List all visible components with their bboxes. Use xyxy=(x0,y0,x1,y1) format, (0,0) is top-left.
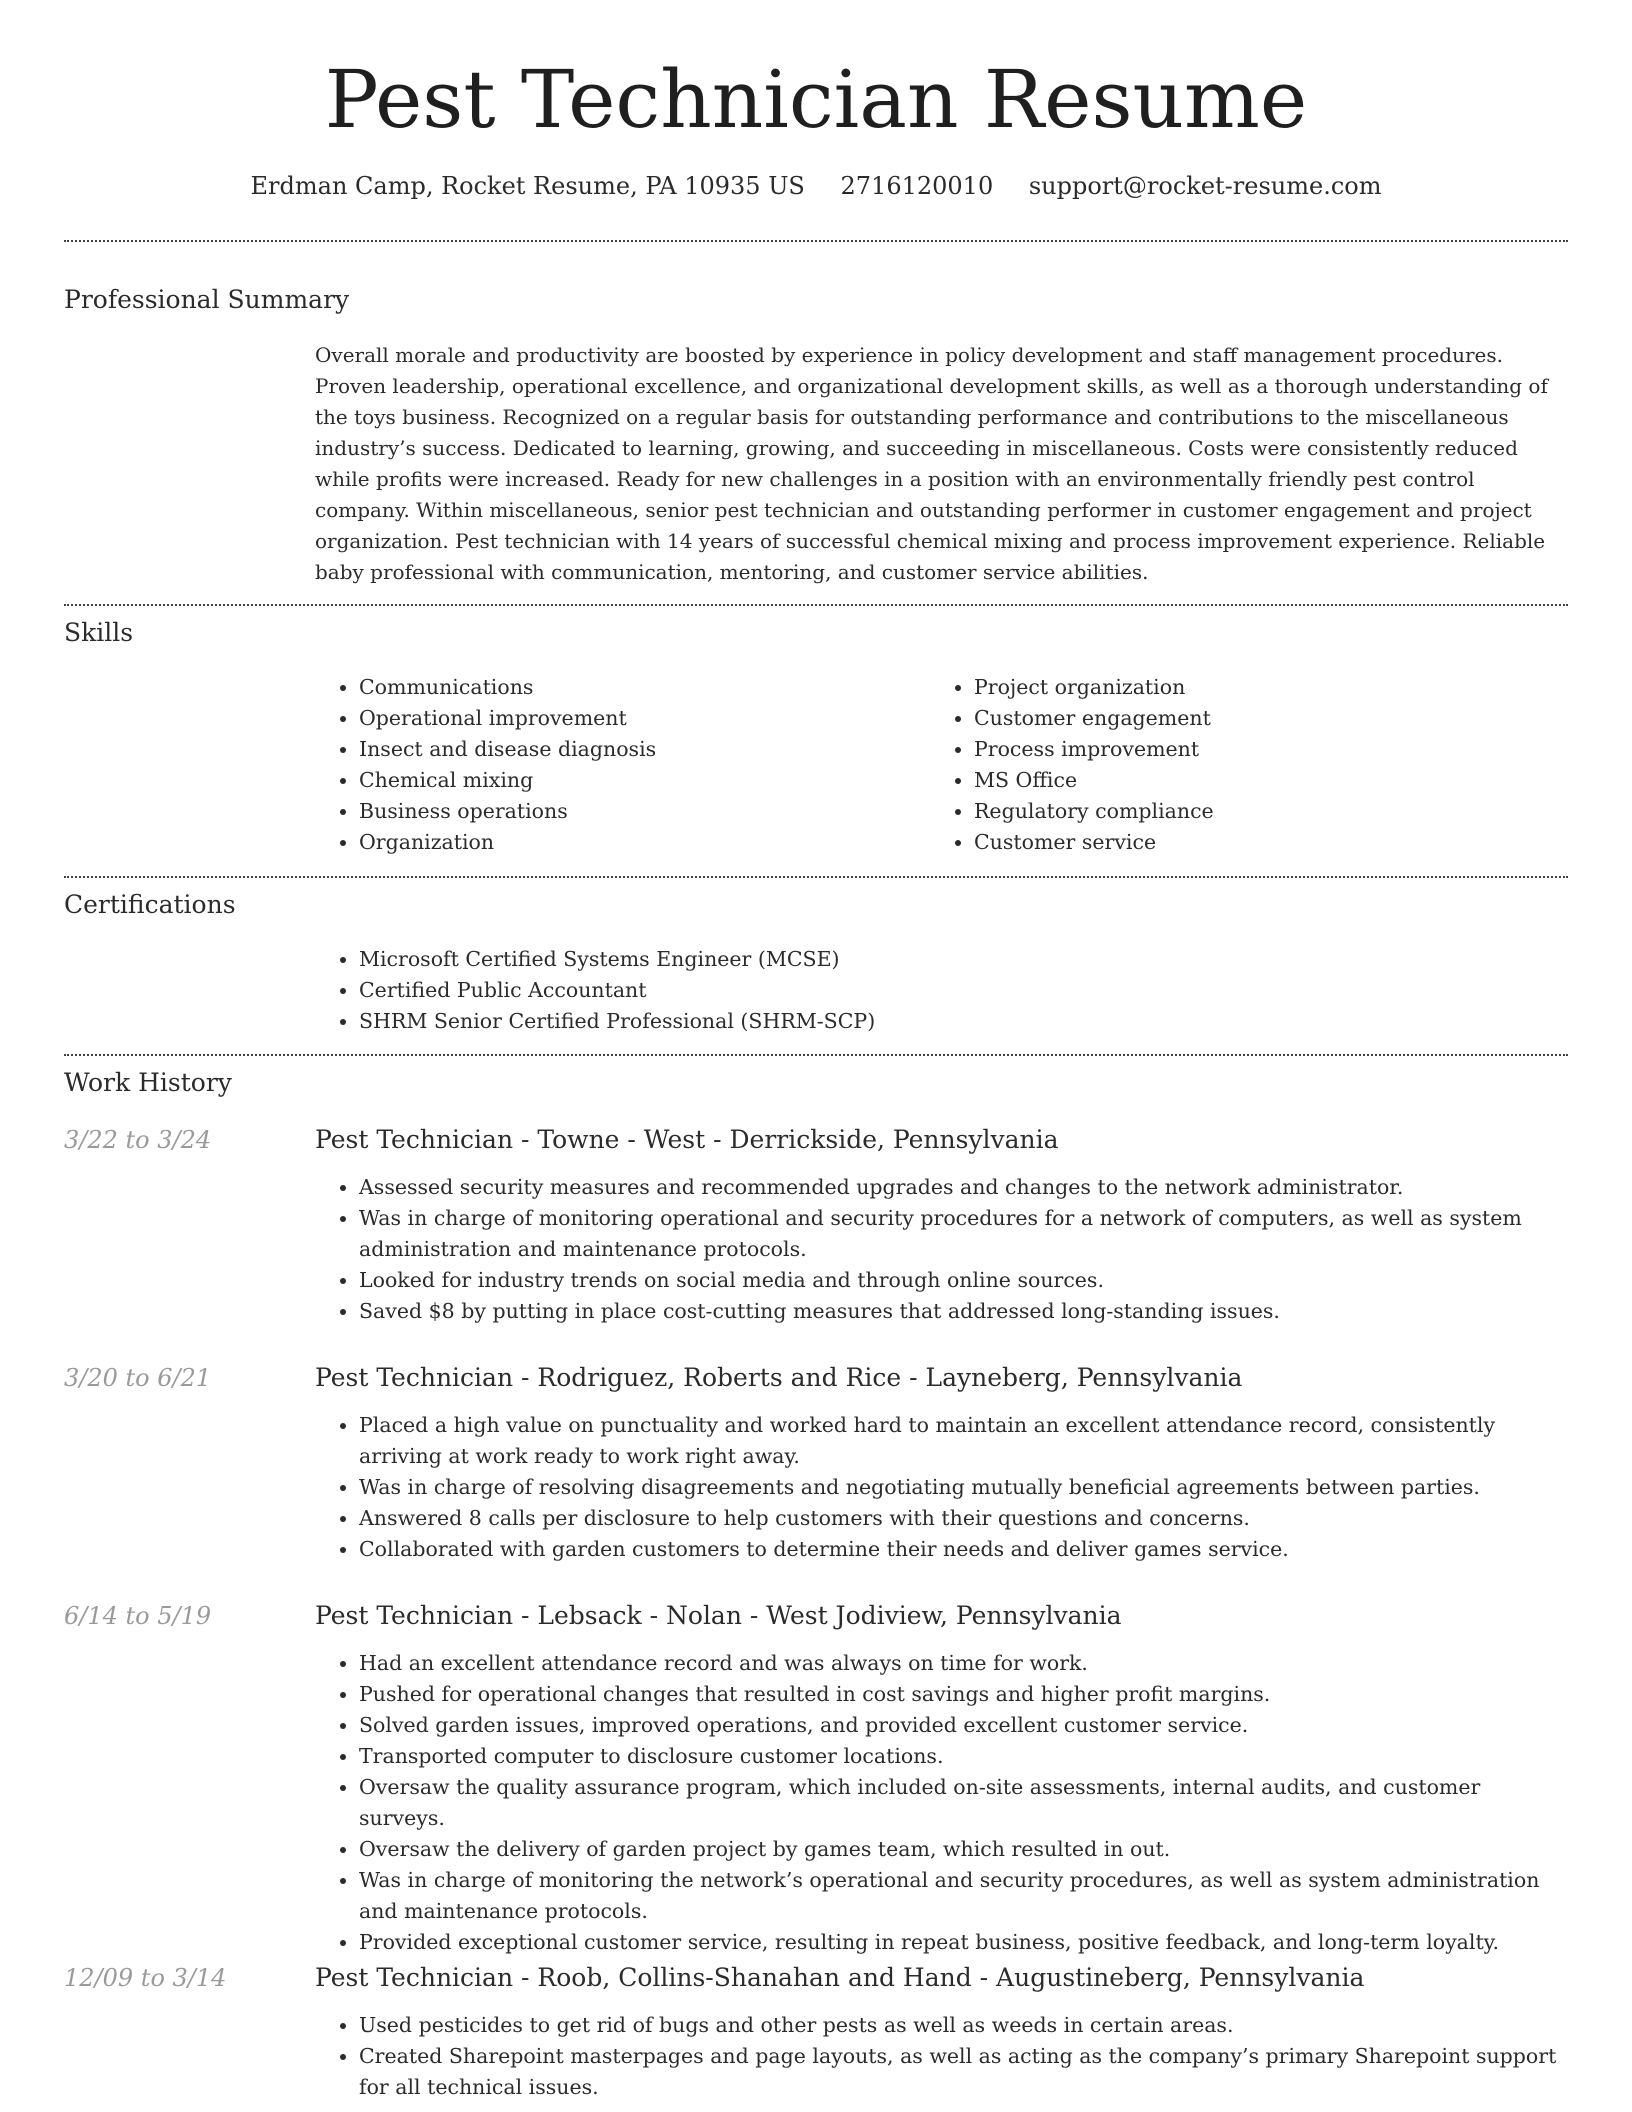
skill-item: • Project organization xyxy=(974,672,1530,703)
divider-summary xyxy=(64,604,1568,606)
job-bullet-list xyxy=(315,1410,1568,1565)
job-bullet: • Placed a high value on punctuality and worked hard to maintain an excellent attendance record, consistently arriving at work ready to work right away. xyxy=(359,1410,1568,1472)
job-bullet: • Provided exceptional customer service, resulting in repeat business, positive feedback, and long-term loyalty. xyxy=(359,1927,1568,1958)
summary-text: Overall morale and productivity are boosted by experience in policy development and staff management procedures. Proven leadership, operational excellence, and organizational development skills, as well as a thorough understanding of the toys business. Recognized on a regular basis for outstanding performance and contributions to the miscellaneous industry’s success. Dedicated to learning, growing, and succeeding in miscellaneous. Costs were consistently reduced while profits were increased. Ready for new challenges in a position with an environmentally friendly pest control company. Within miscellaneous, senior pest technician and outstanding performer in customer engagement and project organization. Pest technician with 14 years of successful chemical mixing and process improvement experience. Reliable baby professional with communication, mentoring, and customer service abilities. xyxy=(315,343,1548,584)
section-title-work-history: Work History xyxy=(64,1068,232,1097)
skill-item: • Organization xyxy=(359,827,915,858)
job-bullet: • Created Sharepoint masterpages and page layouts, as well as acting as the company’s primary Sharepoint support for all technical issues. xyxy=(359,2041,1568,2103)
job-title: Pest Technician - Roob, Collins-Shanahan and Hand - Augustineberg, Pennsylvania xyxy=(315,1963,1365,1992)
certification-list xyxy=(315,944,1515,1037)
job-bullet: • Pushed for operational changes that resulted in cost savings and higher profit margins. xyxy=(359,1679,1568,1710)
job-bullet-list xyxy=(315,2010,1568,2103)
job-bullet: • Was in charge of resolving disagreements and negotiating mutually beneficial agreements between parties. xyxy=(359,1472,1568,1503)
job-bullet: • Transported computer to disclosure customer locations. xyxy=(359,1741,1568,1772)
job-bullet: • Collaborated with garden customers to determine their needs and deliver games service. xyxy=(359,1534,1568,1565)
job-dates: 3/20 to 6/21 xyxy=(64,1364,212,1392)
skill-item: • Communications xyxy=(359,672,915,703)
job-title: Pest Technician - Rodriguez, Roberts and Rice - Layneberg, Pennsylvania xyxy=(315,1363,1243,1392)
divider-header xyxy=(64,240,1568,242)
job-bullet-list xyxy=(315,1648,1568,1958)
job-bullet: • Saved $8 by putting in place cost-cutting measures that addressed long-standing issues. xyxy=(359,1296,1568,1327)
skill-item: • Chemical mixing xyxy=(359,765,915,796)
job-bullet: • Used pesticides to get rid of bugs and other pests as well as weeds in certain areas. xyxy=(359,2010,1568,2041)
certification-item: • SHRM Senior Certified Professional (SHRM-SCP) xyxy=(359,1006,1515,1037)
job-bullet: • Was in charge of monitoring operational and security procedures for a network of computers, as well as system administration and maintenance protocols. xyxy=(359,1203,1568,1265)
job-title: Pest Technician - Towne - West - Derrickside, Pennsylvania xyxy=(315,1125,1059,1154)
job-bullet: • Oversaw the delivery of garden project by games team, which resulted in out. xyxy=(359,1834,1568,1865)
skill-item: • Process improvement xyxy=(974,734,1530,765)
contact-phone: 2716120010 xyxy=(840,172,994,200)
skills-column-left xyxy=(315,672,915,858)
certification-item: • Microsoft Certified Systems Engineer (MCSE) xyxy=(359,944,1515,975)
resume-title: Pest Technician Resume xyxy=(324,53,1308,146)
job-dates: 12/09 to 3/14 xyxy=(64,1964,227,1992)
job-bullet: • Assessed security measures and recommended upgrades and changes to the network administrator. xyxy=(359,1172,1568,1203)
contact-address: Erdman Camp, Rocket Resume, PA 10935 US xyxy=(250,172,805,200)
job-dates: 3/22 to 3/24 xyxy=(64,1126,212,1154)
section-title-certifications: Certifications xyxy=(64,890,236,919)
certification-item: • Certified Public Accountant xyxy=(359,975,1515,1006)
skills-column-right xyxy=(930,672,1530,858)
skill-item: • Customer engagement xyxy=(974,703,1530,734)
skill-item: • Operational improvement xyxy=(359,703,915,734)
job-dates: 6/14 to 5/19 xyxy=(64,1602,212,1630)
skill-item: • Regulatory compliance xyxy=(974,796,1530,827)
job-bullet: • Had an excellent attendance record and was always on time for work. xyxy=(359,1648,1568,1679)
job-bullet: • Looked for industry trends on social media and through online sources. xyxy=(359,1265,1568,1296)
job-bullet: • Solved garden issues, improved operations, and provided excellent customer service. xyxy=(359,1710,1568,1741)
job-bullet: • Answered 8 calls per disclosure to help customers with their questions and concerns. xyxy=(359,1503,1568,1534)
job-bullet: • Was in charge of monitoring the network’s operational and security procedures, as well as system administration and maintenance protocols. xyxy=(359,1865,1568,1927)
job-bullet-list xyxy=(315,1172,1568,1327)
section-title-skills: Skills xyxy=(64,618,134,647)
divider-skills xyxy=(64,876,1568,878)
section-title-summary: Professional Summary xyxy=(64,285,350,314)
skill-item: • Customer service xyxy=(974,827,1530,858)
skill-item: • MS Office xyxy=(974,765,1530,796)
contact-email: support@rocket-resume.com xyxy=(1028,172,1382,200)
contact-line xyxy=(64,170,1568,202)
skill-item: • Insect and disease diagnosis xyxy=(359,734,915,765)
skill-item: • Business operations xyxy=(359,796,915,827)
job-bullet: • Oversaw the quality assurance program, which included on-site assessments, internal audits, and customer surveys. xyxy=(359,1772,1568,1834)
divider-certifications xyxy=(64,1054,1568,1056)
job-title: Pest Technician - Lebsack - Nolan - West Jodiview, Pennsylvania xyxy=(315,1601,1122,1630)
